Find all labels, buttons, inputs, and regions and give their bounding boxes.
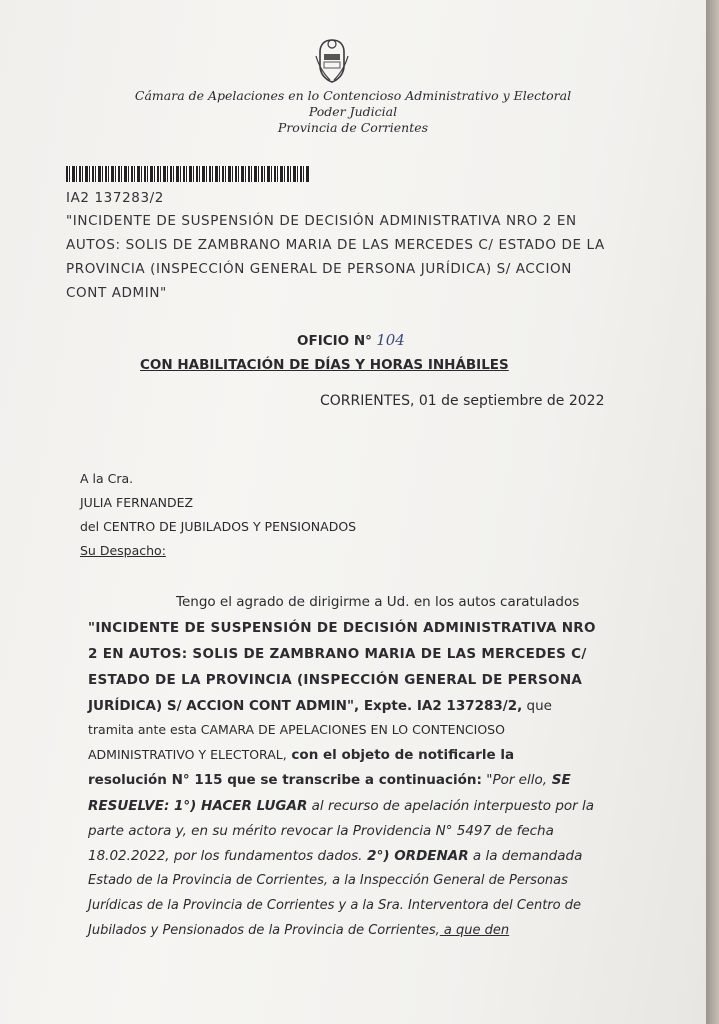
body-segment: Jubilados y Pensionados de la Provincia de Corrientes, [88, 923, 440, 938]
barcode [66, 166, 310, 182]
body-line: Jurídicas de la Provincia de Corrientes y a la Sra. Interventora del Centro de [88, 898, 581, 913]
oficio-subtitle: CON HABILITACIÓN DE DÍAS Y HORAS INHÁBILES [140, 357, 509, 373]
case-title-line: PROVINCIA (INSPECCIÓN GENERAL DE PERSONA JURÍDICA) S/ ACCION [66, 261, 572, 277]
body-line: Tengo el agrado de dirigirme a Ud. en los autos caratulados [176, 594, 580, 610]
province-name: Provincia de Corrientes [277, 120, 429, 135]
court-name: Cámara de Apelaciones en lo Contencioso Administrativo y Electoral [134, 88, 572, 103]
oficio-heading [297, 331, 405, 349]
oficio-label: OFICIO N° [297, 333, 372, 349]
body-line: ESTADO DE LA PROVINCIA (INSPECCIÓN GENERAL DE PERSONA [88, 672, 583, 688]
body-segment: con el objeto de notificarle la [286, 747, 515, 763]
body-segment: SE [547, 772, 571, 788]
body-segment: que [522, 698, 552, 714]
case-title-line: CONT ADMIN" [66, 285, 167, 301]
case-number: IA2 137283/2 [66, 190, 164, 206]
case-title-line: "INCIDENTE DE SUSPENSIÓN DE DECISIÓN ADMINISTRATIVA NRO 2 EN [66, 213, 577, 229]
addressee-name: JULIA FERNANDEZ [80, 495, 194, 510]
body-line [88, 798, 594, 814]
body-line [88, 923, 509, 938]
body-line [88, 698, 552, 714]
body-line: 2 EN AUTOS: SOLIS DE ZAMBRANO MARIA DE LAS MERCEDES C/ [88, 646, 587, 662]
case-title-line: AUTOS: SOLIS DE ZAMBRANO MARIA DE LAS MERCEDES C/ ESTADO DE LA [66, 237, 605, 253]
body-segment: al recurso de apelación interpuesto por la [307, 798, 595, 814]
body-segment: a que den [439, 923, 510, 938]
body-line [88, 848, 582, 864]
body-segment: "Por ello, [481, 772, 548, 788]
body-line [88, 747, 514, 763]
judicial-branch: Poder Judicial [308, 104, 398, 119]
body-segment: JURÍDICA) S/ ACCION CONT ADMIN", Expte. IA2 137283/2, [88, 698, 523, 714]
body-line: "INCIDENTE DE SUSPENSIÓN DE DECISIÓN ADMINISTRATIVA NRO [88, 620, 596, 636]
page-edge [706, 0, 719, 1024]
body-segment: 2°) ORDENAR [362, 848, 469, 864]
body-line: parte actora y, en su mérito revocar la Providencia N° 5497 de fecha [88, 823, 554, 839]
coat-of-arms-icon [312, 36, 352, 86]
date-line: CORRIENTES, 01 de septiembre de 2022 [320, 393, 605, 409]
body-line: tramita ante esta CAMARA DE APELACIONES EN LO CONTENCIOSO [88, 722, 505, 737]
addressee-organization: del CENTRO DE JUBILADOS Y PENSIONADOS [80, 519, 357, 534]
body-line [88, 772, 571, 788]
body-segment: 18.02.2022, por los fundamentos dados. [88, 848, 363, 864]
body-segment: a la demandada [468, 848, 583, 864]
body-segment: RESUELVE: 1°) HACER LUGAR [88, 798, 308, 814]
addressee-despacho: Su Despacho: [80, 543, 166, 558]
body-line: Estado de la Provincia de Corrientes, a la Inspección General de Personas [88, 873, 568, 888]
body-segment: ADMINISTRATIVO Y ELECTORAL, [88, 747, 287, 762]
body-segment: resolución N° 115 que se transcribe a continuación: [88, 772, 482, 788]
oficio-number: 104 [376, 331, 405, 349]
addressee-salutation: A la Cra. [80, 471, 134, 486]
